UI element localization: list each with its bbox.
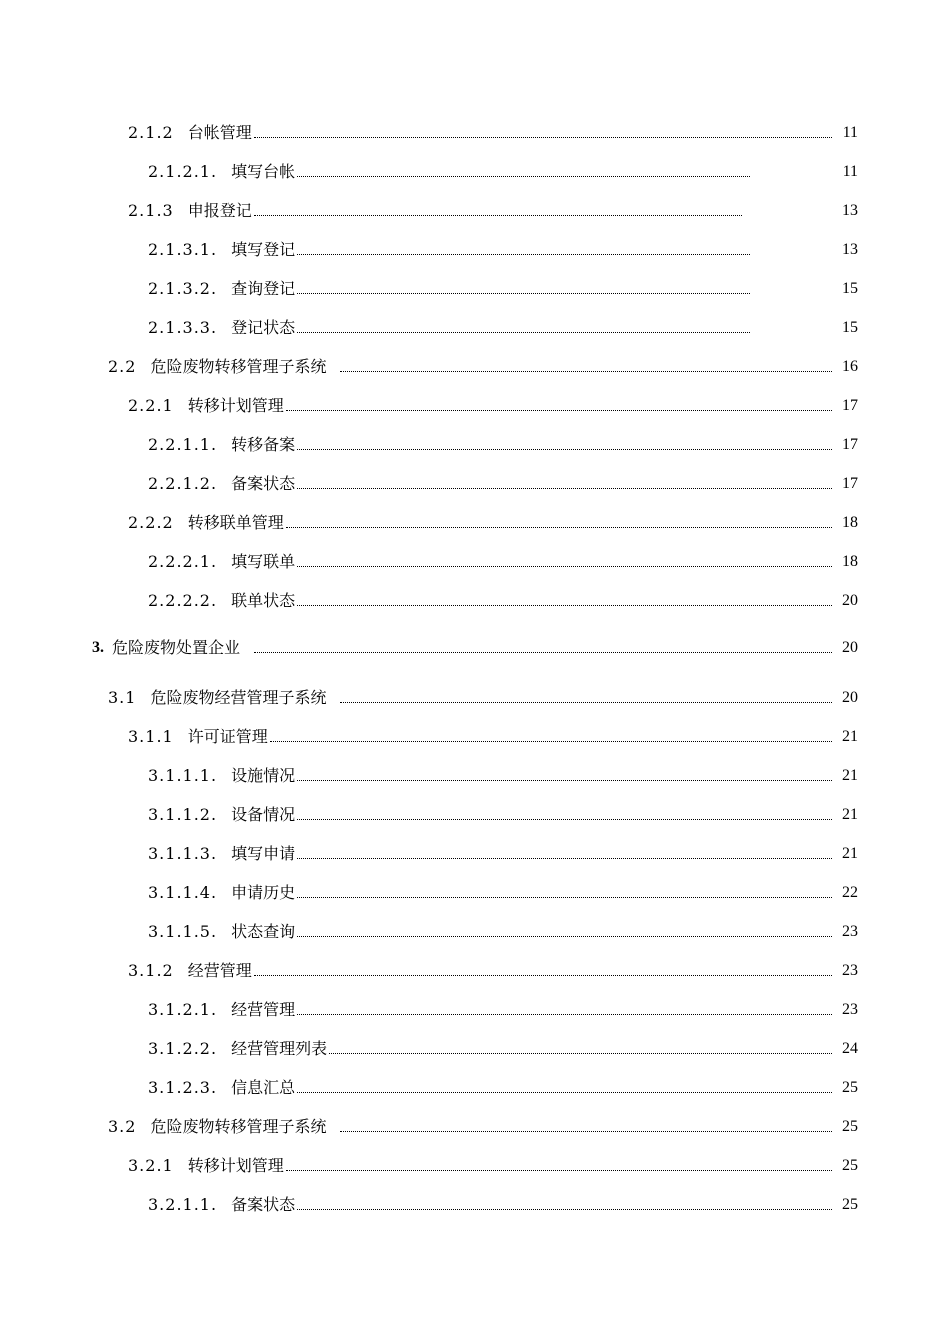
toc-entry-number: 2.1.2 xyxy=(128,123,174,142)
toc-entry-title: 设施情况 xyxy=(231,766,296,785)
toc-leader-dots xyxy=(297,819,832,820)
toc-entry[interactable] xyxy=(128,1152,858,1176)
toc-leader-dots xyxy=(329,1053,832,1054)
toc-entry[interactable] xyxy=(128,723,858,747)
toc-entry-title: 危险废物转移管理子系统 xyxy=(150,1117,327,1136)
toc-entry-page-number: 20 xyxy=(842,592,858,609)
toc-entry[interactable] xyxy=(148,918,858,942)
toc-entry-title: 填写申请 xyxy=(231,844,296,863)
toc-entry-number: 2.1.3.1. xyxy=(148,240,218,259)
toc-entry-number: 3.1.2.1. xyxy=(148,1000,218,1019)
toc-entry-title: 查询登记 xyxy=(231,279,296,298)
toc-entry-title: 转移备案 xyxy=(231,435,296,454)
toc-leader-dots xyxy=(297,1209,832,1210)
toc-entry[interactable] xyxy=(128,509,858,533)
toc-entry[interactable] xyxy=(128,197,858,221)
toc-entry[interactable] xyxy=(148,1074,858,1098)
toc-leader-dots xyxy=(297,1092,832,1093)
toc-entry-title: 备案状态 xyxy=(231,1195,296,1214)
toc-entry-page-number: 16 xyxy=(842,358,858,375)
toc-entry[interactable] xyxy=(108,1113,858,1137)
toc-entry-title: 转移计划管理 xyxy=(187,396,284,415)
toc-entry-number: 3.1 xyxy=(108,688,137,707)
toc-entry[interactable] xyxy=(92,634,858,658)
toc-entry-page-number: 13 xyxy=(842,202,858,219)
toc-entry[interactable] xyxy=(128,957,858,981)
toc-entry-number: 2.2.2.1. xyxy=(148,552,218,571)
toc-leader-dots xyxy=(297,1014,832,1015)
toc-leader-dots xyxy=(297,449,832,450)
toc-entry-page-number: 25 xyxy=(842,1079,858,1096)
toc-leader-dots xyxy=(297,293,750,294)
toc-entry-title: 申报登记 xyxy=(187,201,252,220)
toc-entry-number: 2.2 xyxy=(108,357,137,376)
toc-entry-number: 3.1.1.5. xyxy=(148,922,218,941)
toc-leader-dots xyxy=(286,1170,832,1171)
toc-entry-title: 登记状态 xyxy=(231,318,296,337)
toc-entry-title: 台帐管理 xyxy=(187,123,252,142)
toc-entry-page-number: 11 xyxy=(842,163,858,180)
toc-entry[interactable] xyxy=(148,879,858,903)
toc-entry-number: 3.2.1.1. xyxy=(148,1195,218,1214)
toc-entry[interactable] xyxy=(108,684,858,708)
toc-entry[interactable] xyxy=(148,801,858,825)
toc-entry[interactable] xyxy=(148,470,858,494)
toc-entry[interactable] xyxy=(148,840,858,864)
toc-entry-page-number: 17 xyxy=(842,397,858,414)
toc-entry-title: 经营管理 xyxy=(187,961,252,980)
toc-entry-title: 危险废物转移管理子系统 xyxy=(150,357,327,376)
toc-entry-number: 3.2.1 xyxy=(128,1156,174,1175)
toc-entry-number: 2.1.3.2. xyxy=(148,279,218,298)
toc-leader-dots xyxy=(254,215,742,216)
toc-leader-dots xyxy=(297,488,832,489)
toc-entry-number: 2.2.2 xyxy=(128,513,174,532)
toc-entry-title: 经营管理列表 xyxy=(231,1039,328,1058)
toc-leader-dots xyxy=(297,897,832,898)
toc-entry-number: 3.1.1.1. xyxy=(148,766,218,785)
toc-entry-page-number: 23 xyxy=(842,962,858,979)
toc-entry-page-number: 13 xyxy=(842,241,858,258)
toc-entry-title: 转移联单管理 xyxy=(187,513,284,532)
toc-entry[interactable] xyxy=(128,119,858,143)
toc-entry-title: 联单状态 xyxy=(231,591,296,610)
toc-entry[interactable] xyxy=(148,431,858,455)
toc-entry[interactable] xyxy=(148,762,858,786)
toc-entry-page-number: 21 xyxy=(842,845,858,862)
toc-entry-number: 3.1.1.3. xyxy=(148,844,218,863)
toc-entry-title: 信息汇总 xyxy=(231,1078,296,1097)
toc-entry-title: 危险废物处置企业 xyxy=(112,638,241,657)
toc-leader-dots xyxy=(297,332,750,333)
toc-entry[interactable] xyxy=(148,275,858,299)
toc-leader-dots xyxy=(297,858,832,859)
toc-entry-page-number: 11 xyxy=(842,124,858,141)
toc-leader-dots xyxy=(270,741,832,742)
toc-entry-page-number: 17 xyxy=(842,475,858,492)
toc-entry-number: 2.2.1 xyxy=(128,396,174,415)
toc-leader-dots xyxy=(297,176,750,177)
toc-leader-dots xyxy=(340,371,832,372)
toc-entry[interactable] xyxy=(128,392,858,416)
toc-entry-title: 填写联单 xyxy=(231,552,296,571)
toc-entry-number: 3.1.2.3. xyxy=(148,1078,218,1097)
toc-entry-page-number: 20 xyxy=(842,689,858,706)
toc-entry-page-number: 18 xyxy=(842,514,858,531)
toc-entry-number: 2.2.1.2. xyxy=(148,474,218,493)
toc-entry-page-number: 15 xyxy=(842,319,858,336)
toc-entry-number: 3.1.1.4. xyxy=(148,883,218,902)
toc-entry[interactable] xyxy=(148,587,858,611)
toc-leader-dots xyxy=(297,605,832,606)
toc-entry-number: 3.2 xyxy=(108,1117,137,1136)
toc-entry[interactable] xyxy=(148,996,858,1020)
toc-entry[interactable] xyxy=(148,1035,858,1059)
toc-entry-page-number: 23 xyxy=(842,923,858,940)
toc-entry-page-number: 25 xyxy=(842,1118,858,1135)
toc-entry[interactable] xyxy=(148,236,858,260)
toc-entry-page-number: 25 xyxy=(842,1157,858,1174)
toc-entry-page-number: 22 xyxy=(842,884,858,901)
toc-entry-number: 3. xyxy=(92,639,104,656)
toc-entry[interactable] xyxy=(108,353,858,377)
toc-entry-page-number: 18 xyxy=(842,553,858,570)
toc-entry-page-number: 25 xyxy=(842,1196,858,1213)
toc-entry-page-number: 17 xyxy=(842,436,858,453)
toc-entry[interactable] xyxy=(148,158,858,182)
toc-entry-page-number: 21 xyxy=(842,767,858,784)
toc-leader-dots xyxy=(254,137,832,138)
toc-entry-title: 危险废物经营管理子系统 xyxy=(150,688,327,707)
toc-leader-dots xyxy=(286,527,832,528)
toc-entry-title: 申请历史 xyxy=(231,883,296,902)
toc-entry-page-number: 15 xyxy=(842,280,858,297)
toc-entry-number: 3.1.2 xyxy=(128,961,174,980)
toc-entry-number: 3.1.1 xyxy=(128,727,174,746)
toc-leader-dots xyxy=(254,652,832,653)
toc-entry-title: 经营管理 xyxy=(231,1000,296,1019)
toc-entry-page-number: 24 xyxy=(842,1040,858,1057)
toc-leader-dots xyxy=(340,1131,832,1132)
toc-leader-dots xyxy=(254,975,832,976)
toc-entry-title: 许可证管理 xyxy=(187,727,268,746)
toc-entry-page-number: 20 xyxy=(842,639,858,656)
toc-entry-page-number: 21 xyxy=(842,806,858,823)
toc-leader-dots xyxy=(340,702,832,703)
toc-entry-number: 2.1.2.1. xyxy=(148,162,218,181)
toc-entry-number: 2.1.3.3. xyxy=(148,318,218,337)
toc-entry-number: 3.1.1.2. xyxy=(148,805,218,824)
toc-entry-title: 备案状态 xyxy=(231,474,296,493)
toc-entry[interactable] xyxy=(148,1191,858,1215)
toc-entry-title: 转移计划管理 xyxy=(187,1156,284,1175)
toc-leader-dots xyxy=(297,254,750,255)
toc-entry[interactable] xyxy=(148,548,858,572)
toc-entry-number: 3.1.2.2. xyxy=(148,1039,218,1058)
toc-leader-dots xyxy=(297,566,832,567)
toc-entry[interactable] xyxy=(148,314,858,338)
toc-leader-dots xyxy=(297,936,832,937)
toc-leader-dots xyxy=(297,780,832,781)
toc-entry-title: 状态查询 xyxy=(231,922,296,941)
toc-entry-page-number: 23 xyxy=(842,1001,858,1018)
toc-entry-title: 填写登记 xyxy=(231,240,296,259)
toc-entry-number: 2.1.3 xyxy=(128,201,174,220)
toc-entry-number: 2.2.1.1. xyxy=(148,435,218,454)
toc-entry-page-number: 21 xyxy=(842,728,858,745)
toc-entry-number: 2.2.2.2. xyxy=(148,591,218,610)
toc-entry-title: 设备情况 xyxy=(231,805,296,824)
toc-leader-dots xyxy=(286,410,832,411)
toc-entry-title: 填写台帐 xyxy=(231,162,296,181)
